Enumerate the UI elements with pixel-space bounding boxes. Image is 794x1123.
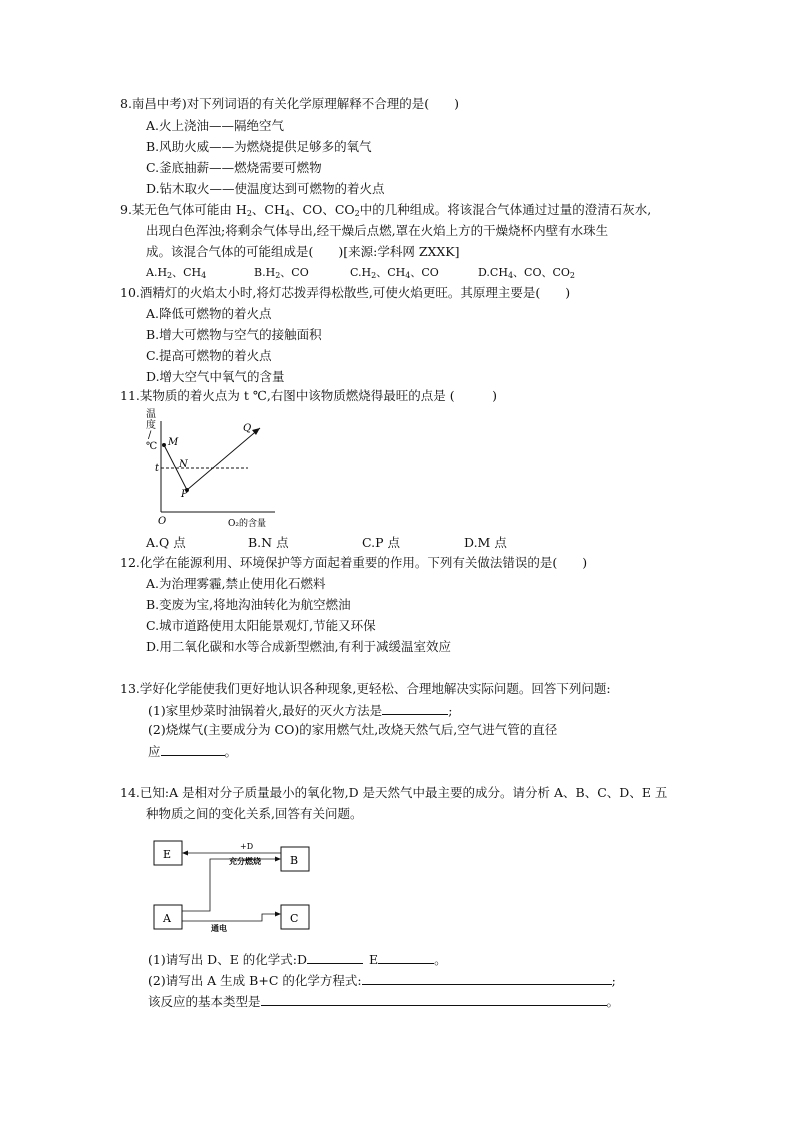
arrow-to-c: [275, 912, 281, 917]
q12-option-c: C.城市道路使用太阳能景观灯,节能又环保: [146, 618, 376, 633]
graph-point-m: [162, 443, 166, 447]
q13-answer-blank-2[interactable]: [161, 743, 225, 756]
q11-option-a: A.Q 点: [146, 535, 186, 550]
q14-part1: (1)请写出 D、E 的化学式:D E 。: [148, 952, 447, 967]
q8-option-a: A.火上浇油——隔绝空气: [146, 118, 285, 133]
arrow-to-e: [182, 851, 188, 856]
q10-option-d: D.增大空气中氧气的含量: [146, 369, 285, 384]
q10-option-b: B.增大可燃物与空气的接触面积: [146, 327, 322, 342]
q13-part1: (1)家里炒菜时油锅着火,最好的灭火方法是 ;: [148, 703, 453, 718]
q8-option-c: C.釜底抽薪——燃烧需要可燃物: [146, 160, 322, 175]
q14-answer-blank-d[interactable]: [307, 951, 363, 964]
q13-part2: (2)烧煤气(主要成分为 CO)的家用燃气灶,改烧天然气后,空气进气管的直径: [148, 722, 558, 737]
q8-stem: 8.南昌中考)对下列词语的有关化学原理解释不合理的是( ): [120, 96, 460, 111]
label-elec: 通电: [211, 923, 227, 933]
graph-ylabel-1: 温: [146, 409, 156, 420]
graph-label-n: N: [179, 459, 188, 470]
q14-stem-2: 种物质之间的变化关系,回答有关问题。: [146, 806, 363, 821]
q11-graph: [140, 405, 290, 533]
q11-option-c: C.P 点: [362, 535, 400, 550]
graph-ylabel-2: 度: [146, 420, 156, 431]
graph-xlabel: O₂的含量: [228, 519, 266, 529]
box-b-label: B: [290, 854, 299, 867]
q9-line2: 出现白色浑浊;将剩余气体导出,经干燥后点燃,罩在火焰上方的干燥烧杯内壁有水珠生: [146, 223, 609, 238]
q11-option-b: B.N 点: [248, 535, 289, 550]
q12-option-a: A.为治理雾霾,禁止使用化石燃料: [146, 576, 326, 591]
q8-option-b: B.风助火威——为燃烧提供足够多的氧气: [146, 139, 372, 154]
q12-stem: 12.化学在能源利用、环境保护等方面起着重要的作用。下列有关做法错误的是( ): [120, 555, 588, 570]
q11-option-d: D.M 点: [464, 535, 507, 550]
q14-part3: 该反应的基本类型是 。: [148, 994, 620, 1009]
graph-label-m: M: [168, 437, 179, 448]
q10-option-a: A.降低可燃物的着火点: [146, 306, 272, 321]
q14-answer-blank-type[interactable]: [261, 993, 607, 1006]
graph-t-label: t: [155, 463, 160, 474]
q14-answer-blank-e[interactable]: [378, 951, 434, 964]
graph-origin: O: [158, 516, 167, 527]
q13-stem: 13.学好化学能使我们更好地认识各种现象,更轻松、合理地解决实际问题。回答下列问题:: [120, 681, 611, 696]
q9-option-c: $C.H_2$、$CH_4$、CO: [350, 266, 439, 280]
graph-label-p: P: [181, 489, 188, 500]
q10-stem: 10.酒精灯的火焰太小时,将灯芯拨弄得松散些,可使火焰更旺。其原理主要是( ): [120, 285, 571, 300]
q9-option-b: $B.H_2$、CO: [254, 266, 309, 280]
box-c-label: C: [290, 912, 299, 925]
q9-line3: 成。该混合气体的可能组成是( )[来源:学科网 ZXXK]: [146, 244, 460, 259]
q14-answer-blank-equation[interactable]: [362, 972, 612, 985]
q14-stem-1: 14.已知:A 是相对分子质量最小的氧化物,D 是天然气中最主要的成分。请分析 A、B、C、D、E 五: [120, 785, 668, 800]
box-a-label: A: [163, 912, 171, 925]
q14-part2: (2)请写出 A 生成 B+C 的化学方程式: ;: [148, 973, 616, 988]
q11-stem: 11.某物质的着火点为 t ℃,右图中该物质燃烧得最旺的点是 ( ): [120, 388, 498, 403]
q10-option-c: C.提高可燃物的着火点: [146, 348, 272, 363]
q9-option-a: $A.H_2$、$CH_4$: [146, 266, 207, 280]
box-e-label: E: [163, 848, 172, 861]
q13-answer-blank-1[interactable]: [382, 702, 448, 715]
q8-option-d: D.钻木取火——使温度达到可燃物的着火点: [146, 181, 385, 196]
label-plus-d: +D: [240, 842, 254, 851]
graph-ylabel-3: /: [148, 430, 152, 441]
arrow-to-b: [275, 857, 281, 862]
q9-line1: 9.某无色气体可能由 $H_2$、$CH_4$、CO、$CO_2$中的几种组成。将该混合气体通过过量的澄清石灰水,: [120, 202, 652, 218]
q12-option-b: B.变废为宝,将地沟油转化为航空燃油: [146, 597, 351, 612]
q9-option-d: $D.CH_4$、CO、$CO_2$: [478, 266, 575, 280]
graph-ylabel-4: ℃: [146, 441, 158, 452]
label-burn: 充分燃烧: [229, 856, 261, 866]
q13-part2b: 应 。: [148, 744, 238, 759]
q12-option-d: D.用二氧化碳和水等合成新型燃油,有利于减缓温室效应: [146, 639, 452, 654]
q14-diagram: [150, 835, 320, 935]
graph-label-q: Q: [243, 423, 252, 434]
